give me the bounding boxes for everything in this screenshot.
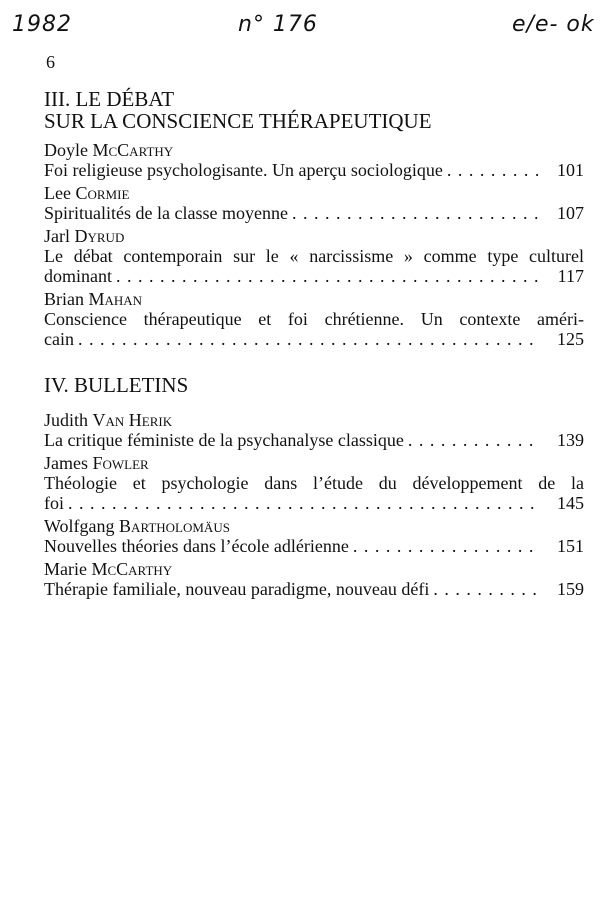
author-first: James	[44, 453, 88, 473]
entry-title: foi	[44, 493, 64, 513]
author	[44, 226, 584, 246]
author	[44, 516, 584, 536]
author-last: McCarthy	[91, 559, 173, 579]
author-first: Wolfgang	[44, 516, 115, 536]
handwritten-number: n° 176	[238, 12, 318, 37]
section-title	[44, 374, 584, 396]
dot-leaders	[68, 493, 538, 513]
toc-row[interactable]	[44, 160, 584, 180]
handwritten-year: 1982	[12, 12, 72, 37]
section-debat	[44, 88, 584, 352]
author-first: Lee	[44, 183, 71, 203]
author	[44, 140, 584, 160]
toc-entry	[44, 559, 584, 599]
entry-title: La critique féministe de la psychanalyse classique	[44, 430, 404, 450]
section-bulletins	[44, 374, 584, 602]
toc-row[interactable]	[44, 536, 584, 556]
entry-title: Nouvelles théories dans l’école adlérienne	[44, 536, 349, 556]
entry-page: 101	[557, 160, 584, 180]
entry-title: Spiritualités de la classe moyenne	[44, 203, 288, 223]
section-title-line2: SUR LA CONSCIENCE THÉRAPEUTIQUE	[44, 109, 432, 133]
author-first: Judith	[44, 410, 89, 430]
dot-leaders	[116, 266, 538, 286]
author-first: Brian	[44, 289, 84, 309]
section-title-line1: IV. BULLETINS	[44, 373, 189, 397]
toc-entry	[44, 183, 584, 223]
toc-row[interactable]	[44, 579, 584, 599]
author-last: Dyrud	[74, 226, 125, 246]
entry-title: dominant	[44, 266, 112, 286]
entry-page: 125	[557, 329, 584, 349]
entry-page: 159	[557, 579, 584, 599]
entry-title: Foi religieuse psychologisante. Un aperçu sociologique	[44, 160, 443, 180]
entry-page: 117	[557, 266, 584, 286]
toc-entry	[44, 226, 584, 286]
dot-leaders	[433, 579, 538, 599]
author-first: Jarl	[44, 226, 70, 246]
author	[44, 410, 584, 430]
toc-entry	[44, 410, 584, 450]
section-title-line1: III. LE DÉBAT	[44, 87, 175, 111]
entry-page: 107	[557, 203, 584, 223]
author-last: McCarthy	[92, 140, 174, 160]
toc-row[interactable]	[44, 266, 584, 286]
entry-page: 139	[557, 430, 584, 450]
entry-title-line1: Le débat contemporain sur le « narcissisme » comme type culturel	[44, 246, 584, 266]
toc-entry	[44, 289, 584, 349]
author	[44, 183, 584, 203]
entry-page: 151	[557, 536, 584, 556]
dot-leaders	[353, 536, 538, 556]
author-last: Bartholomäus	[119, 516, 230, 536]
author-first: Doyle	[44, 140, 88, 160]
author	[44, 453, 584, 473]
toc-entry	[44, 516, 584, 556]
dot-leaders	[408, 430, 538, 450]
toc-row[interactable]	[44, 329, 584, 349]
author-last: Fowler	[92, 453, 149, 473]
author-last: Cormie	[75, 183, 130, 203]
section-title	[44, 88, 584, 132]
toc-row[interactable]	[44, 493, 584, 513]
author-last: Van Herik	[92, 410, 173, 430]
toc-entry	[44, 453, 584, 513]
page-number: 6	[46, 52, 55, 72]
toc-row[interactable]	[44, 430, 584, 450]
dot-leaders	[78, 329, 538, 349]
handwritten-status: e/e- ok	[512, 12, 595, 37]
author	[44, 559, 584, 579]
author	[44, 289, 584, 309]
entry-title: Thérapie familiale, nouveau paradigme, nouveau défi	[44, 579, 430, 599]
entry-title-line1: Conscience thérapeutique et foi chrétienne. Un contexte améri-	[44, 309, 584, 329]
author-last: Mahan	[88, 289, 143, 309]
entry-title-line1: Théologie et psychologie dans l’étude du développement de la	[44, 473, 584, 493]
toc-row[interactable]	[44, 203, 584, 223]
entry-title: cain	[44, 329, 74, 349]
dot-leaders	[447, 160, 538, 180]
toc-entry	[44, 140, 584, 180]
entry-page: 145	[557, 493, 584, 513]
author-first: Marie	[44, 559, 87, 579]
dot-leaders	[292, 203, 538, 223]
